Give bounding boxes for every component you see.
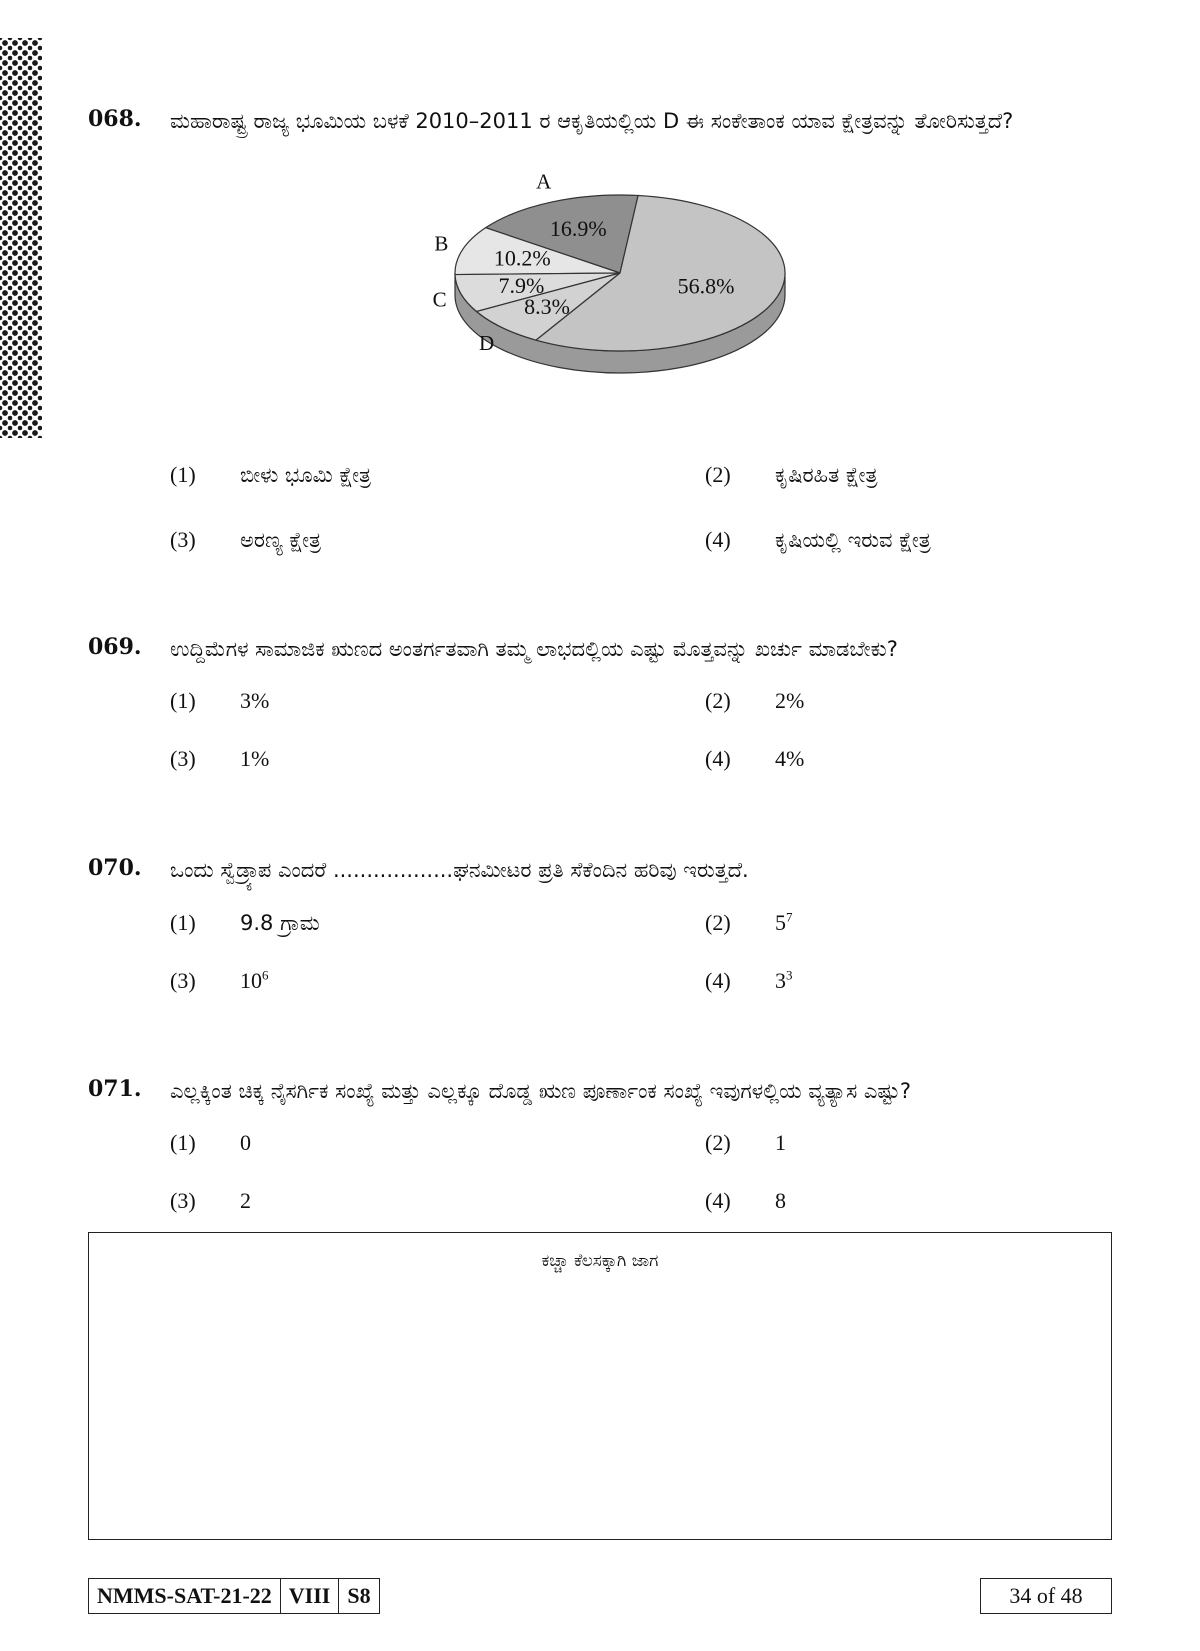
page-number: 34 of 48 [980,1578,1112,1614]
question-text-069: ಉದ್ದಿಮೆಗಳ ಸಾಮಾಜಿಕ ಋಣದ ಅಂತರ್ಗತವಾಗಿ ತಮ್ಮ ಲಾಭದಲ್ಲಿಯ ಎಷ್ಟು ಮೊತ್ತವನ್ನು ಖರ್ಚು ಮಾಡಬೇಕು? [170,637,898,661]
pie-value-label: 10.2% [493,245,551,271]
option-068-2[interactable] [705,462,877,488]
question-text-068: ಮಹಾರಾಷ್ಟ್ರ ರಾಜ್ಯ ಭೂಮಿಯ ಬಳಕೆ 2010–2011 ರ ಆಕೃತಿಯಲ್ಲಿಯ D ಈ ಸಂಕೇತಾಂಕ ಯಾವ ಕ್ಷೇತ್ರವನ್ನು ತೋರಿಸುತ್ತದೆ? [170,109,1014,133]
pie-value-label: 56.8% [677,273,735,299]
option-070-2[interactable] [705,910,793,936]
option-label: 3% [240,688,270,713]
pie-value-label: 8.3% [524,293,570,319]
question-number-071: 071. [88,1076,142,1102]
option-number: (1) [170,688,196,713]
option-label: 2% [775,688,805,713]
option-number: (4) [705,746,731,771]
option-number: (3) [170,746,196,771]
option-number: (4) [705,968,731,994]
option-number: (3) [170,968,196,994]
power-exponent: 7 [786,910,793,925]
option-070-4[interactable] [705,968,793,994]
option-label: 4% [775,746,805,771]
pie-category-label: B [434,231,449,256]
option-068-4[interactable] [705,527,931,553]
option-number: (3) [170,1188,196,1213]
power-exponent: 3 [786,968,793,983]
question-number-069: 069. [88,634,142,660]
option-label [775,910,793,935]
option-number: (1) [170,910,196,935]
question-text-070: ಒಂದು ಸ್ವೆಡ್ರ್ಯಾಪ ಎಂದರೆ ..................ಘನಮೀಟರ ಪ್ರತಿ ಸೆಕೆಂದಿನ ಹರಿವು ಇರುತ್ತದೆ. [170,858,749,882]
option-label [240,968,269,993]
power-base: 3 [775,968,786,994]
land-use-pie-chart [400,169,840,415]
footer-exam-code-box [88,1578,380,1614]
pie-category-label: A [536,169,552,194]
option-068-3[interactable] [170,527,321,553]
option-number: (2) [705,462,731,487]
question-number-068: 068. [88,106,142,132]
option-number: (4) [705,1188,731,1213]
option-number: (3) [170,527,196,552]
option-number: (1) [170,462,196,487]
option-label: ಕೃಷಿಯಲ್ಲಿ ಇರುವ ಕ್ಷೇತ್ರ [775,528,931,552]
class-label: VIII [281,1579,340,1613]
option-071-1[interactable] [170,1130,251,1156]
exam-code: NMMS-SAT-21-22 [89,1579,281,1613]
option-071-3[interactable] [170,1188,251,1214]
option-071-4[interactable] [705,1188,786,1214]
option-label: 8 [775,1188,786,1213]
option-069-4[interactable] [705,746,804,772]
question-number-070: 070. [88,855,142,881]
pie-category-label: D [479,331,495,356]
option-label: 1% [240,746,270,771]
option-069-3[interactable] [170,746,269,772]
power-base: 10 [240,968,262,994]
pie-value-label: 7.9% [498,272,545,298]
option-label: ಅರಣ್ಯ ಕ್ಷೇತ್ರ [240,528,322,552]
option-number: (4) [705,527,731,552]
option-label: ಬೀಳು ಭೂಮಿ ಕ್ಷೇತ್ರ [240,463,372,487]
option-070-3[interactable] [170,968,269,994]
option-label [775,968,793,993]
option-label: 0 [240,1130,251,1155]
option-number: (2) [705,1130,731,1155]
option-069-2[interactable] [705,688,804,714]
decorative-border-pattern [0,38,42,438]
option-070-1[interactable] [170,910,320,936]
set-label: S8 [347,1583,371,1608]
option-number: (2) [705,910,731,936]
option-label: 1 [775,1130,786,1155]
option-label: 2 [240,1188,251,1213]
option-071-2[interactable] [705,1130,786,1156]
power-base: 5 [775,910,786,936]
rough-work-title: ಕಚ್ಚಾ ಕೆಲಸಕ್ಕಾಗಿ ಜಾಗ [541,1251,659,1271]
pie-value-label: 16.9% [549,215,607,241]
power-exponent: 6 [262,968,269,983]
option-number: (1) [170,1130,196,1155]
option-label: ಕೃಷಿರಹಿತ ಕ್ಷೇತ್ರ [775,463,878,487]
option-068-1[interactable] [170,462,371,488]
rough-work-box [88,1232,1112,1540]
option-label: 9.8 ಗ್ರಾಮ [240,911,320,935]
option-number: (2) [705,688,731,713]
option-069-1[interactable] [170,688,269,714]
question-text-071: ಎಲ್ಲಕ್ಕಿಂತ ಚಿಕ್ಕ ನೈಸರ್ಗಿಕ ಸಂಖ್ಯೆ ಮತ್ತು ಎಲ್ಲಕ್ಕೂ ದೊಡ್ಡ ಋಣ ಪೂರ್ಣಾಂಕ ಸಂಖ್ಯೆ ಇವುಗಳಲ್ಲಿಯ ವ್ಯತ್ಯಾಸ ಎಷ್ಟು? [170,1079,911,1103]
pie-category-label: C [432,287,447,312]
